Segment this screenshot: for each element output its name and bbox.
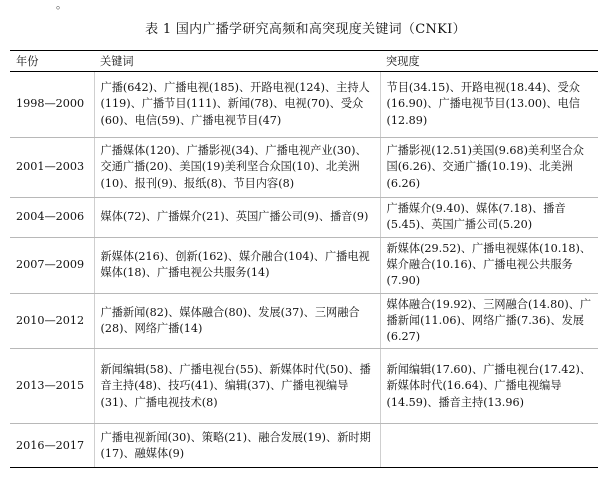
year-cell: 2001—2003	[10, 138, 94, 198]
table-row	[10, 293, 598, 349]
year-cell: 2013—2015	[10, 349, 94, 424]
year-cell: 2010—2012	[10, 293, 94, 349]
year-cell: 1998—2000	[10, 72, 94, 138]
keywords-cell: 广播媒体(120)、广播影视(34)、广播电视产业(30)、交通广播(20)、美国(19)美利坚合众国(10)、北美洲(10)、报刊(9)、报纸(8)、节目内容(8)	[94, 138, 380, 198]
table-row	[10, 424, 598, 468]
keywords-table	[10, 50, 598, 468]
burst-cell: 媒体融合(19.92)、三网融合(14.80)、广播新闻(11.06)、网络广播(7.36)、发展(6.27)	[380, 293, 598, 349]
header-keywords: 关键词	[94, 51, 380, 72]
year-cell: 2007—2009	[10, 237, 94, 293]
keywords-cell: 广播新闻(82)、媒体融合(80)、发展(37)、三网融合(28)、网络广播(14)	[94, 293, 380, 349]
table-row	[10, 72, 598, 138]
burst-cell: 新媒体(29.52)、广播电视媒体(10.18)、媒介融合(10.16)、广播电视公共服务(7.90)	[380, 237, 598, 293]
burst-cell: 节目(34.15)、开路电视(18.44)、受众(16.90)、广播电视节目(13.00)、电信(12.89)	[380, 72, 598, 138]
keywords-cell: 新媒体(216)、创新(162)、媒介融合(104)、广播电视媒体(18)、广播电视公共服务(14)	[94, 237, 380, 293]
keywords-cell: 媒体(72)、广播媒介(21)、英国广播公司(9)、播音(9)	[94, 198, 380, 238]
keywords-cell: 广播电视新闻(30)、策略(21)、融合发展(19)、新时期(17)、融媒体(9)	[94, 424, 380, 468]
burst-cell: 新闻编辑(17.60)、广播电视台(17.42)、新媒体时代(16.64)、广播电视编导(14.59)、播音主持(13.96)	[380, 349, 598, 424]
burst-cell	[380, 424, 598, 468]
year-cell: 2004—2006	[10, 198, 94, 238]
table-row	[10, 138, 598, 198]
year-cell: 2016—2017	[10, 424, 94, 468]
header-row	[10, 51, 598, 72]
keywords-cell: 广播(642)、广播电视(185)、开路电视(124)、主持人(119)、广播节目(111)、新闻(78)、电视(70)、受众(60)、电信(59)、广播电视节目(47)	[94, 72, 380, 138]
header-burst: 突现度	[380, 51, 598, 72]
burst-cell: 广播媒介(9.40)、媒体(7.18)、播音(5.45)、英国广播公司(5.20)	[380, 198, 598, 238]
table-row	[10, 349, 598, 424]
table-row	[10, 198, 598, 238]
burst-cell: 广播影视(12.51)美国(9.68)美利坚合众国(6.26)、交通广播(10.19)、北美洲(6.26)	[380, 138, 598, 198]
header-year: 年份	[10, 51, 94, 72]
corner-mark: 。	[56, 0, 67, 11]
table-row	[10, 237, 598, 293]
keywords-cell: 新闻编辑(58)、广播电视台(55)、新媒体时代(50)、播音主持(48)、技巧(41)、编辑(37)、广播电视编导(31)、广播电视技术(8)	[94, 349, 380, 424]
table-caption: 表 1 国内广播学研究高频和高突现度关键词（CNKI）	[145, 22, 466, 37]
